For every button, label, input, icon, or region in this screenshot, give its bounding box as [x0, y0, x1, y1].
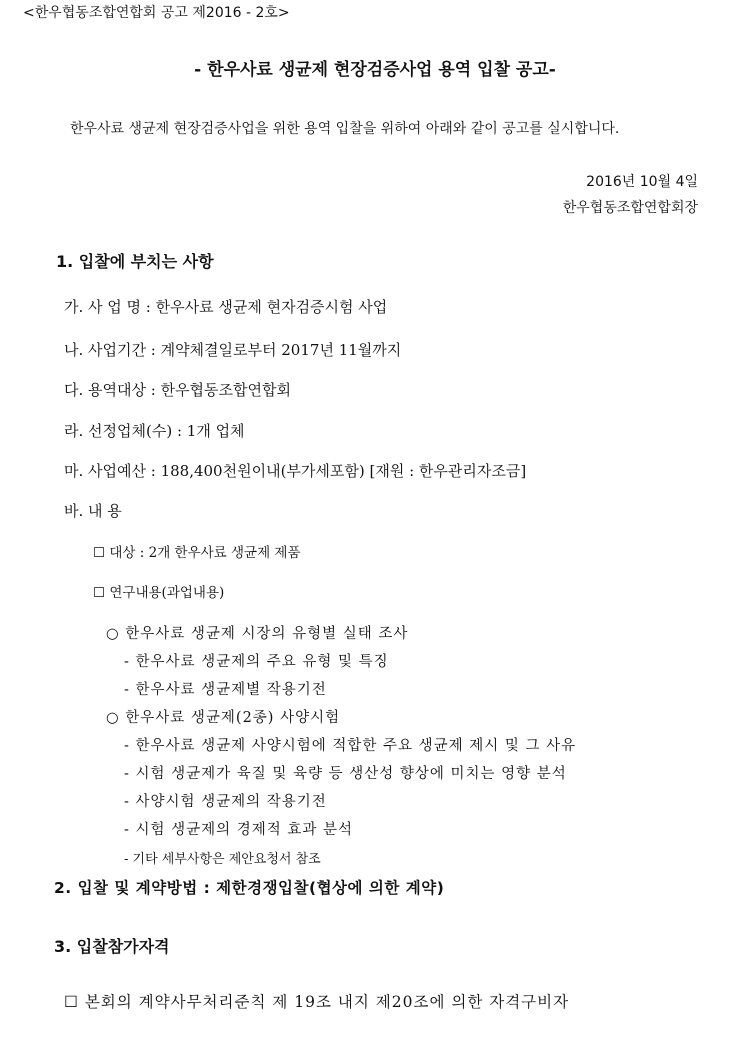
research-group-1-point: - 한우사료 생균제별 작용기전 [124, 682, 327, 698]
item-selected-companies: 라. 선정업체(수) : 1개 업체 [64, 422, 245, 440]
item-budget: 마. 사업예산 : 188,400천원이내(부가세포함) [재원 : 한우관리자조금] [64, 462, 527, 480]
section-2-heading: 2. 입찰 및 계약방법 : 제한경쟁입찰(협상에 의한 계약) [54, 879, 445, 897]
document-title: - 한우사료 생균제 현장검증사업 용역 입찰 공고- [194, 60, 556, 80]
item-service-target: 다. 용역대상 : 한우협동조합연합회 [64, 381, 291, 399]
research-group-2-point: - 사양시험 생균제의 작용기전 [124, 794, 327, 810]
research-group-2-point: - 시험 생균제의 경제적 효과 분석 [124, 822, 354, 838]
qualification-text: ☐ 본회의 계약사무처리준칙 제 19조 내지 제20조에 의한 자격구비자 [64, 993, 570, 1011]
research-group-2-title: ○ 한우사료 생균제(2종) 사양시험 [106, 710, 341, 726]
section-1-heading: 1. 입찰에 부치는 사항 [56, 252, 214, 271]
item-content-label: 바. 내 용 [64, 502, 122, 520]
research-group-1-title: ○ 한우사료 생균제 시장의 유형별 실태 조사 [106, 626, 409, 642]
section-3-heading: 3. 입찰참가자격 [54, 937, 170, 956]
content-research-label: ☐ 연구내용(과업내용) [93, 585, 225, 601]
notice-date: 2016년 10월 4일 [586, 174, 698, 190]
item-project-name: 가. 사 업 명 : 한우사료 생균제 현자검증시험 사업 [64, 298, 388, 316]
issuer: 한우협동조합연합회장 [562, 200, 698, 216]
research-group-1-point: - 한우사료 생균제의 주요 유형 및 특징 [124, 654, 389, 670]
research-group-2-point: - 시험 생균제가 육질 및 육량 등 생산성 향상에 미치는 영향 분석 [124, 766, 567, 782]
item-project-period: 나. 사업기간 : 계약체결일로부터 2017년 11월까지 [64, 341, 402, 359]
research-group-2-point: - 한우사료 생균제 사양시험에 적합한 주요 생균제 제시 및 그 사유 [124, 738, 577, 754]
notice-number: <한우협동조합연합회 공고 제2016 - 2호> [23, 5, 290, 21]
research-group-2-point: - 기타 세부사항은 제안요청서 참조 [124, 852, 321, 867]
content-target: ☐ 대상 : 2개 한우사료 생균제 제품 [93, 545, 301, 561]
intro-text: 한우사료 생균제 현장검증사업을 위한 용역 입찰을 위하여 아래와 같이 공고를 실시합니다. [70, 121, 620, 137]
